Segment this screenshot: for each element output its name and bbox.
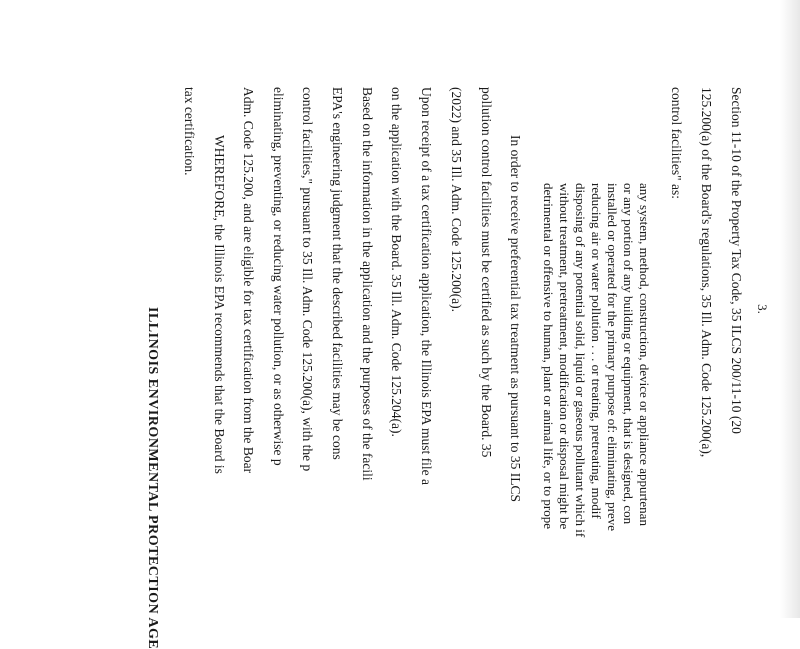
quote-line: without treatment, pretreatment, modification or disposal might be [557,183,572,530]
body-line: In order to receive preferential tax treatment as pursuant to 35 ILCS [508,135,523,502]
body-line: on the application with the Board. 35 Ill. Adm. Code 125.204(a). [389,87,404,437]
quote-line: disposing of any potential solid, liquid or gaseous pollutant which if [573,183,588,538]
quote-line: detrimental or offensive to human, plant or animal life, or to prope [541,183,556,529]
agency-signature-heading: ILLINOIS ENVIRONMENTAL PROTECTION AGE [145,307,160,649]
body-line: Section 11-10 of the Property Tax Code, 35 ILCS 200/11-10 (20 [729,87,744,434]
body-line: control facilities," pursuant to 35 Ill. Adm. Code 125.200(a), with the p [300,87,315,472]
body-line: Upon receipt of a tax certification application, the Illinois EPA must file a [419,87,434,486]
body-line: 125.200(a) of the Board's regulations, 35 Ill. Adm. Code 125.200(a), [699,87,714,458]
body-line: tax certification. [182,87,197,176]
body-line: pollution control facilities must be certified as such by the Board. 35 [479,87,494,458]
body-line: Based on the information in the application and the purposes of the facili [360,87,375,481]
body-line: Adm. Code 125.200, and are eligible for tax certification from the Boar [241,87,256,474]
page-number: 3. [755,304,770,314]
quote-line: any system, method, construction, device or appliance appurtenan [637,183,652,526]
body-line: control facilities" as: [669,87,684,199]
body-line: EPA's engineering judgment that the described facilities may be cons [330,87,345,460]
quote-line: reducing air or water pollution . . . or treating, pretreating, modif [589,183,604,519]
body-line: eliminating, preventing, or reducing water pollution, or as otherwise p [271,87,286,466]
quote-line: installed or operated for the primary purpose of: eliminating, preve [605,183,620,531]
body-line: (2022) and 35 Ill. Adm. Code 125.200(a). [449,87,464,312]
body-line: WHEREFORE, the Illinois EPA recommends that the Board is [212,135,227,474]
scan-shadow [780,0,800,618]
quote-line: or any portion of any building or equipment, that is designed, con [621,183,636,525]
